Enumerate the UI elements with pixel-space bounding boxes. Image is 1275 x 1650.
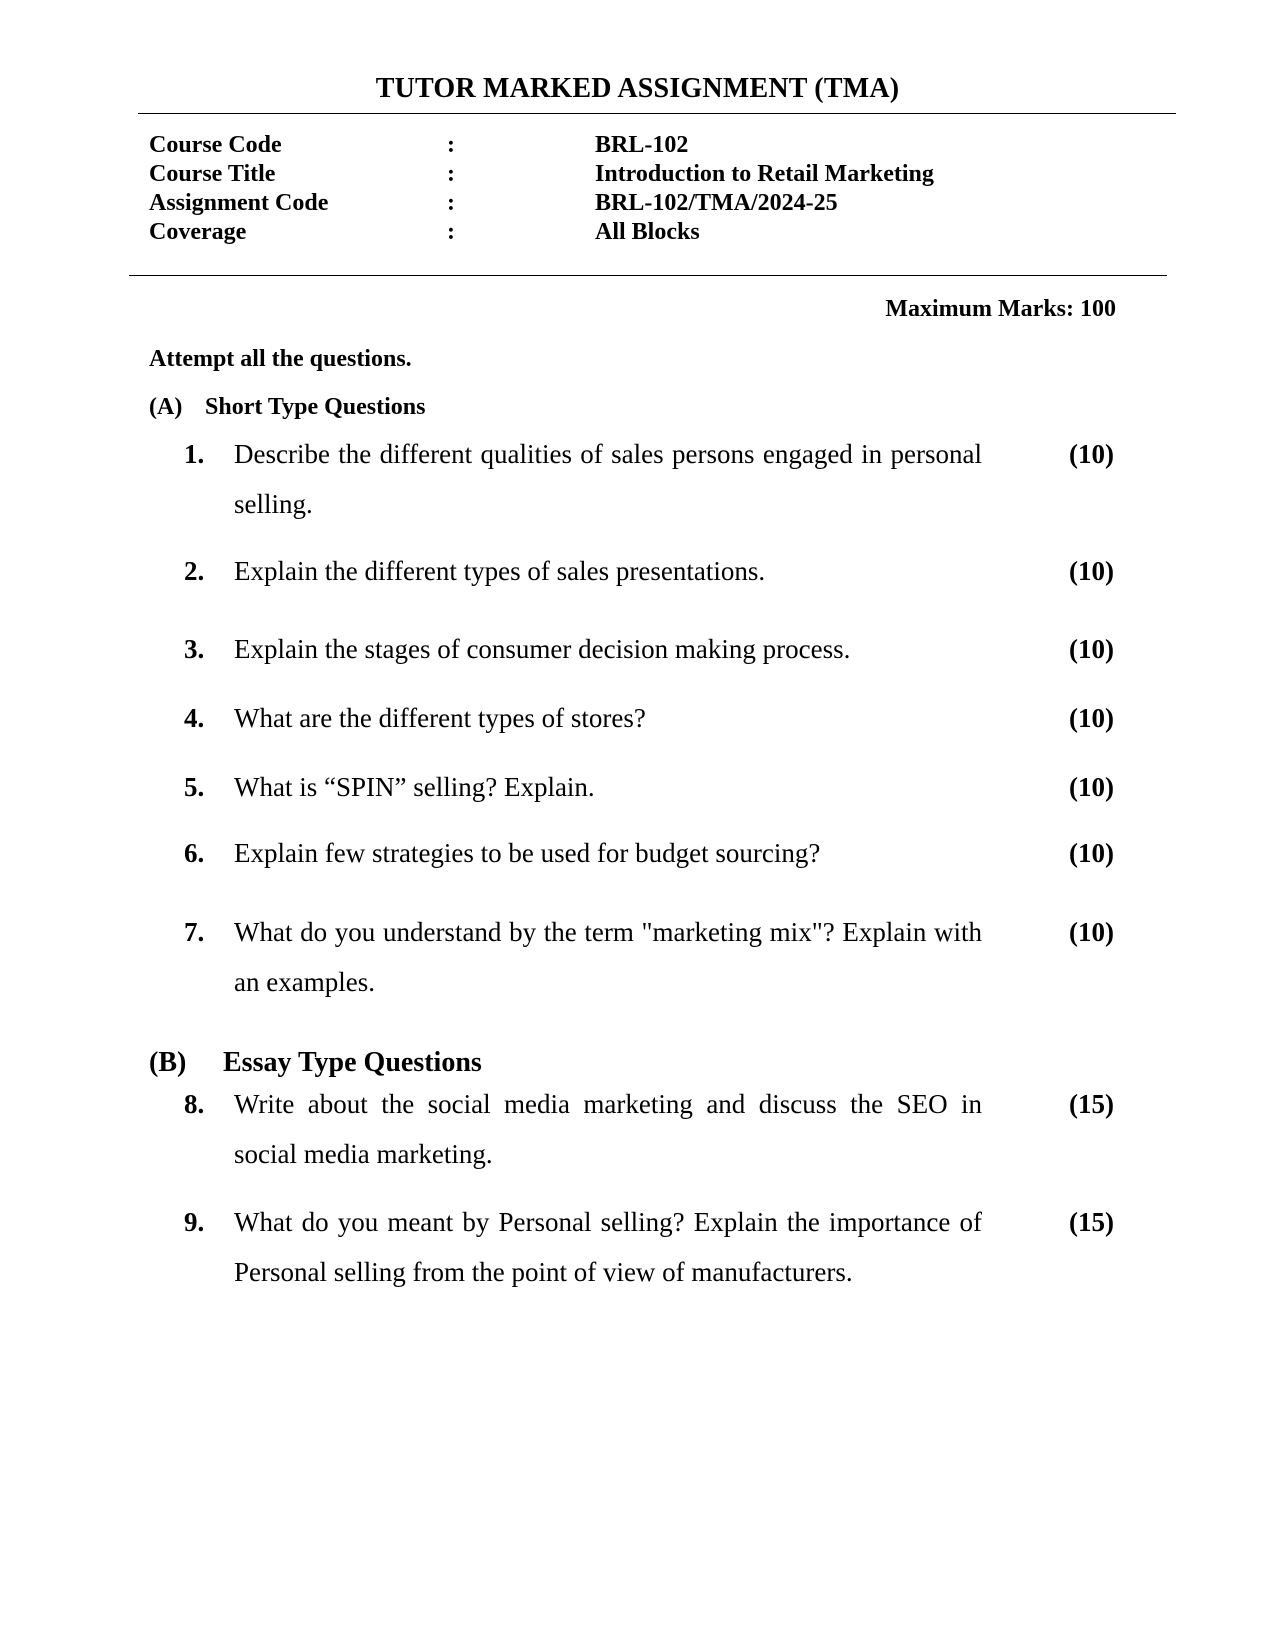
question-text: What do you understand by the term "marketing mix"? Explain with an examples. [234,917,982,997]
question-marks: (10) [1069,634,1114,664]
coverage-label: Coverage [149,219,247,245]
coverage-value: All Blocks [595,219,700,245]
question-marks: (10) [1069,917,1114,947]
question-marks: (15) [1069,1207,1114,1237]
question-text: Explain few strategies to be used for budget sourcing? [234,838,821,868]
question-number: 4. [184,703,205,733]
question-text: What do you meant by Personal selling? Explain the importance of Personal selling from the point of view of manufacturers. [234,1207,982,1287]
section-a-letter: (A) [149,394,183,420]
question-text: Describe the different qualities of sales persons engaged in personal selling. [234,439,982,519]
title-divider [138,113,1176,114]
section-a-heading [149,394,426,421]
question-number: 2. [184,556,205,586]
assignment-code-row [149,189,1095,218]
assignment-code-separator: : [447,190,455,216]
section-b-heading [149,1047,482,1079]
coverage-separator: : [447,219,455,245]
course-code-row [149,131,1095,160]
question-text: Explain the stages of consumer decision making process. [234,634,851,664]
question-marks: (10) [1069,439,1114,469]
question-marks: (10) [1069,772,1114,802]
question-number: 6. [184,838,205,868]
question-marks: (10) [1069,556,1114,586]
question-number: 7. [184,917,205,947]
course-code-value: BRL-102 [595,132,689,158]
question-text: Explain the different types of sales presentations. [234,556,766,586]
question-marks: (15) [1069,1089,1114,1119]
question-number: 3. [184,634,205,664]
course-info [149,131,1095,247]
section-b-letter: (B) [149,1047,187,1078]
section-a-title: Short Type Questions [205,394,426,420]
question-text: What is “SPIN” selling? Explain. [234,772,595,802]
question-marks: (10) [1069,703,1114,733]
coverage-row [149,218,1095,247]
course-code-separator: : [447,132,455,158]
question-text: Write about the social media marketing and discuss the SEO in social media marketing. [234,1089,982,1169]
question-marks: (10) [1069,838,1114,868]
instruction-text: Attempt all the questions. [149,346,412,372]
question-number: 1. [184,439,205,469]
page-title: TUTOR MARKED ASSIGNMENT (TMA) [375,73,900,104]
maximum-marks: Maximum Marks: 100 [885,296,1116,322]
assignment-code-label: Assignment Code [149,190,329,216]
question-number: 5. [184,772,205,802]
question-text: What are the different types of stores? [234,703,646,733]
course-title-label: Course Title [149,161,276,187]
assignment-code-value: BRL-102/TMA/2024-25 [595,190,838,216]
question-number: 8. [184,1089,205,1119]
question-number: 9. [184,1207,205,1237]
section-b-title: Essay Type Questions [223,1047,482,1078]
header-divider [129,275,1167,276]
course-title-separator: : [447,161,455,187]
course-title-row [149,160,1095,189]
course-code-label: Course Code [149,132,282,158]
course-title-value: Introduction to Retail Marketing [595,161,934,187]
